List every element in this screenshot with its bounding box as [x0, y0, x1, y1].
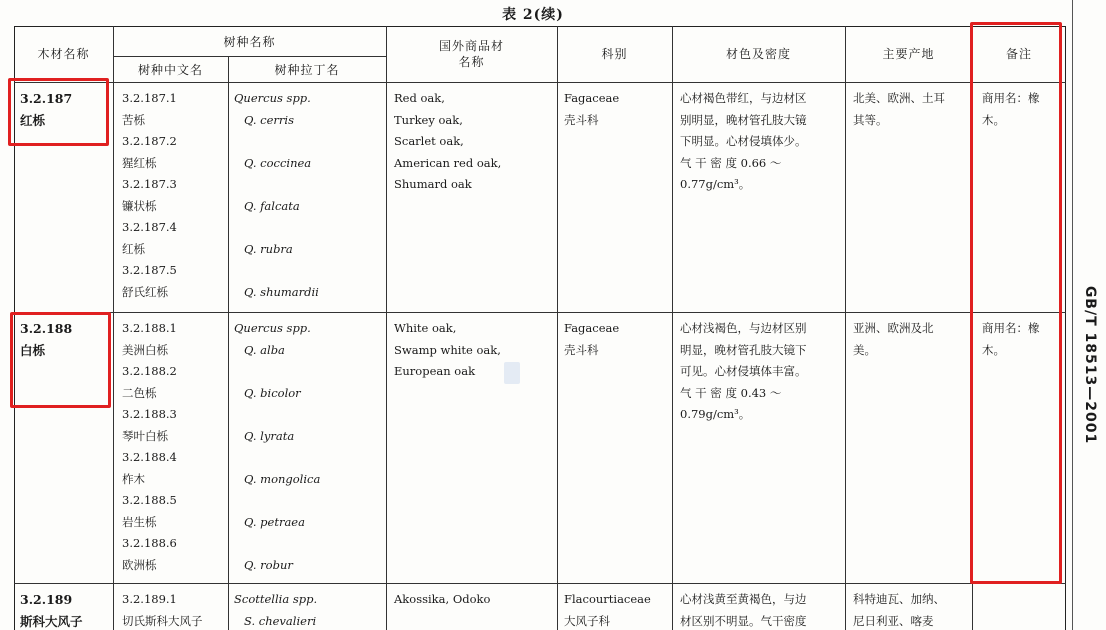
- row-rule: [14, 82, 1066, 83]
- highlight-box-remarks: [970, 22, 1062, 584]
- wood-name-cell: 3.2.188 白栎: [20, 321, 73, 358]
- col-rule: [845, 26, 846, 630]
- trade-names-cell: Akossika, Odoko: [394, 592, 491, 606]
- header-color-density: 材色及密度: [725, 47, 791, 61]
- header-wood-name: 木材名称: [37, 47, 90, 61]
- highlight-box-white-oak: [10, 312, 111, 408]
- remarks-cell: 商用名：橡 木。: [982, 321, 1040, 357]
- row-rule: [113, 56, 386, 57]
- col-rule: [386, 26, 387, 630]
- row-rule: [14, 312, 1066, 313]
- origin-cell: 北美、欧洲、土耳 其等。: [853, 91, 945, 127]
- species-latin-cell: Scottellia spp. S. chevalieri: [234, 592, 318, 628]
- highlight-box-red-oak: [8, 78, 109, 146]
- origin-cell: 亚洲、欧洲及北 美。: [853, 321, 934, 357]
- species-latin-cell: Quercus spp. Q. alba Q. bicolor Q. lyrata Q. mongolica Q. petraea Q. robur: [234, 321, 321, 572]
- species-chinese-cell: 3.2.189.1 切氏斯科大风子: [122, 592, 203, 628]
- col-rule: [672, 26, 673, 630]
- header-foreign-trade-name: 国外商品材 名称: [438, 39, 504, 69]
- header-species-name: 树种名称: [223, 35, 276, 49]
- header-origin: 主要产地: [882, 47, 935, 61]
- wood-name-cell: 3.2.189 斯科大风子: [20, 592, 83, 629]
- header-remarks: 备注: [1005, 47, 1032, 61]
- row-rule: [14, 583, 1066, 584]
- trade-names-cell: Red oak, Turkey oak, Scarlet oak, American red oak, Shumard oak: [394, 91, 502, 191]
- color-density-cell: 心材褐色带红，与边材区 别明显，晚材管孔肢大镜 下明显。心材侵填体少。 气 干 密 度 0.66 ～ 0.77g/cm³。: [680, 91, 807, 191]
- standard-number-label: GB/T 18513—2001: [1082, 285, 1098, 445]
- origin-cell: 科特迪瓦、加纳、 尼日利亚、喀麦: [853, 592, 945, 628]
- trade-names-cell: White oak, Swamp white oak, European oak: [394, 321, 501, 378]
- family-cell: Flacourtiaceae 大风子科: [564, 592, 651, 628]
- species-chinese-cell: 3.2.188.1 美洲白栎 3.2.188.2 二色栎 3.2.188.3 琴叶白栎 3.2.188.4 柞木 3.2.188.5 岩生栎 3.2.188.6 欧洲栎: [122, 321, 177, 572]
- header-latin-name: 树种拉丁名: [274, 63, 340, 77]
- watermark-icon: [504, 362, 520, 384]
- wood-name-cell: 3.2.187 红栎: [20, 91, 73, 128]
- page-margin-rule: [1072, 0, 1073, 630]
- table-title: 表 2(续): [502, 7, 564, 23]
- col-rule: [557, 26, 558, 630]
- color-density-cell: 心材浅褐色，与边材区别 明显，晚材管孔肢大镜下 可见。心材侵填体丰富。 气 干 密 度 0.43 ～ 0.79g/cm³。: [680, 321, 807, 421]
- remarks-cell: 商用名：橡 木。: [982, 91, 1040, 127]
- col-rule: [228, 56, 229, 630]
- species-chinese-cell: 3.2.187.1 苦栎 3.2.187.2 猩红栎 3.2.187.3 镰状栎 3.2.187.4 红栎 3.2.187.5 舒氏红栎: [122, 91, 177, 299]
- species-latin-cell: Quercus spp. Q. cerris Q. coccinea Q. falcata Q. rubra Q. shumardii: [234, 91, 319, 299]
- family-cell: Fagaceae 壳斗科: [564, 91, 620, 127]
- header-chinese-name: 树种中文名: [137, 63, 203, 77]
- color-density-cell: 心材浅黄至黄褐色，与边 材区别不明显。气干密度: [680, 592, 807, 628]
- family-cell: Fagaceae 壳斗科: [564, 321, 620, 357]
- col-rule: [113, 26, 114, 630]
- header-family: 科别: [601, 47, 628, 61]
